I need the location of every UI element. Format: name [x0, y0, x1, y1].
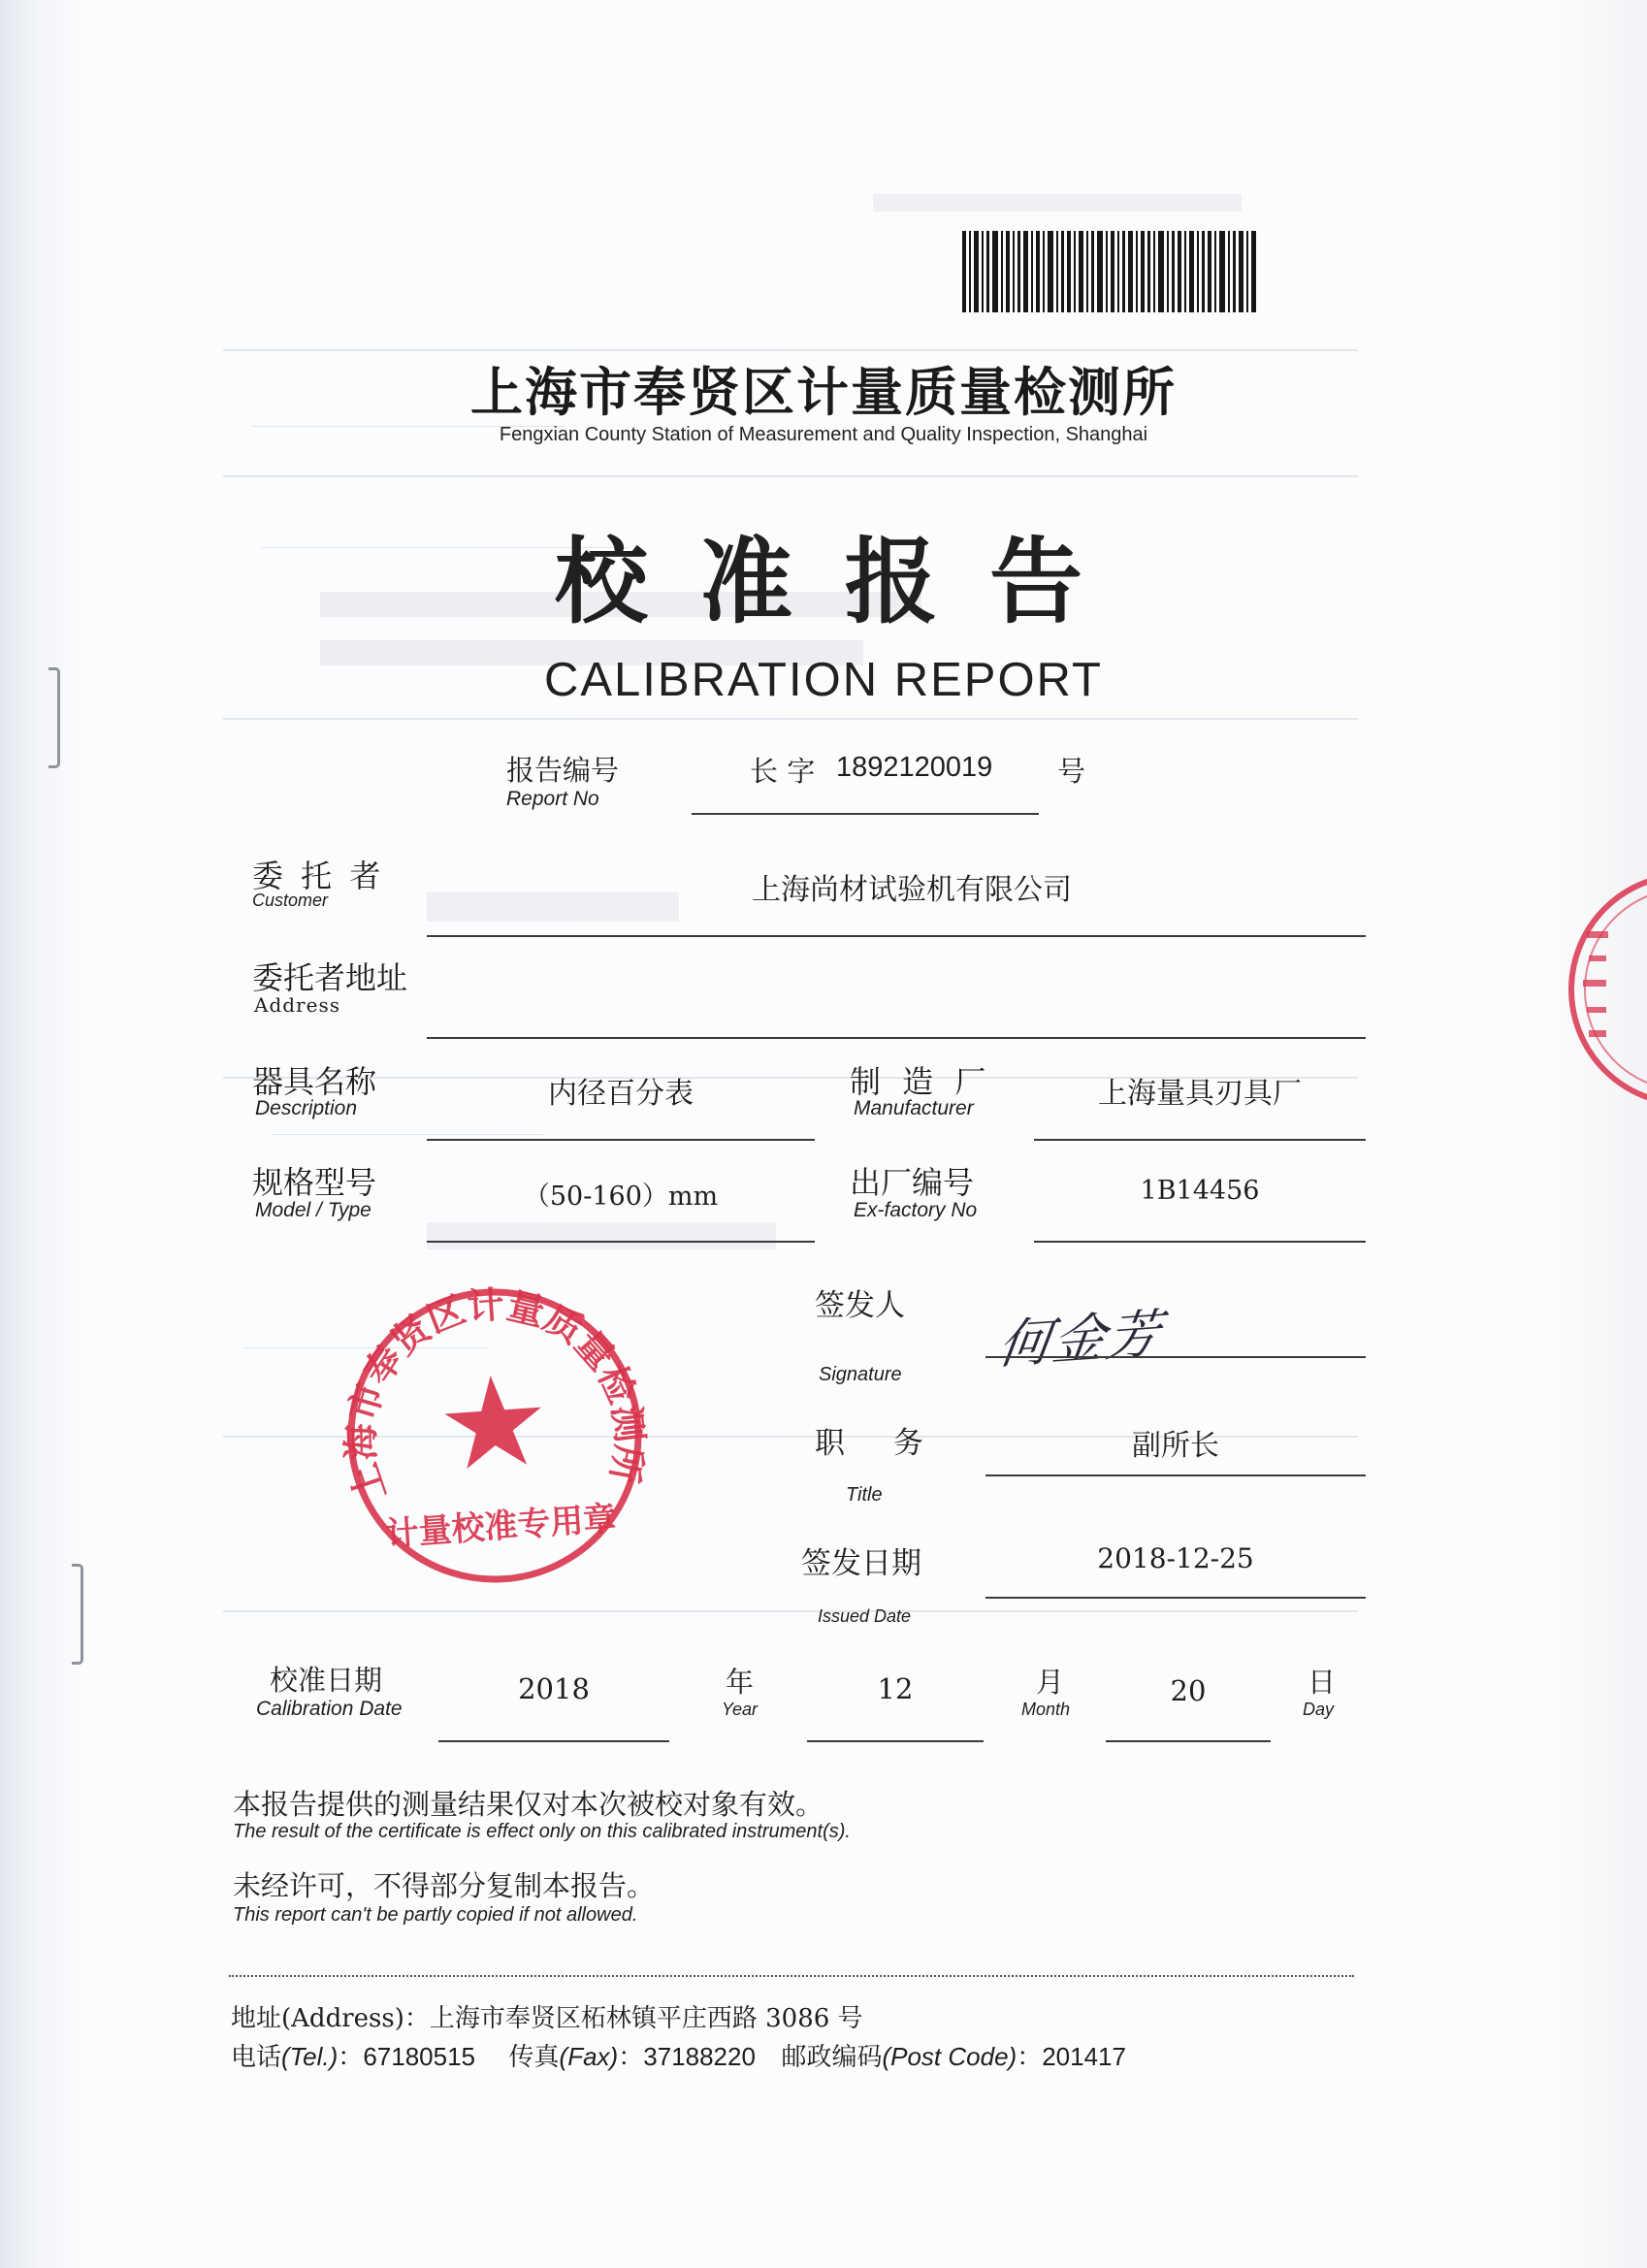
signature-label: 签发人 — [815, 1288, 905, 1323]
calibration-month-en: Month — [1021, 1700, 1071, 1719]
model-value: （50-160）mm — [523, 1182, 719, 1212]
calibration-month: 12 — [877, 1672, 914, 1705]
description-underline — [427, 1139, 815, 1141]
manufacturer-label: 制 造 厂 — [850, 1063, 992, 1100]
calibration-day-cn: 日 — [1308, 1666, 1337, 1699]
customer-underline — [427, 935, 1366, 937]
ex-factory-label-en: Ex-factory No — [854, 1199, 978, 1221]
description-label: 器具名称 — [252, 1063, 377, 1100]
calibration-month-cn: 月 — [1036, 1666, 1065, 1699]
footer-post-label-en: (Post Code) — [882, 2042, 1017, 2071]
notice-1-en: The result of the certificate is effect only on this calibrated instrument(s). — [233, 1821, 851, 1842]
description-value: 内径百分表 — [548, 1077, 694, 1111]
org-name-en: Fengxian County Station of Measurement and Quality Inspection, Shanghai — [499, 424, 1148, 445]
title-field-label: 职 务 — [815, 1426, 943, 1461]
description-label-en: Description — [255, 1097, 358, 1119]
title-field-label-en: Title — [846, 1484, 883, 1506]
ex-factory-underline — [1034, 1241, 1366, 1243]
footer-address — [231, 1998, 863, 2034]
signature-label-en: Signature — [819, 1364, 902, 1385]
issued-date-label-en: Issued Date — [818, 1606, 912, 1626]
title-field-underline — [985, 1474, 1366, 1476]
footer-post-label: 邮政编码 — [781, 2043, 883, 2072]
customer-label-en: Customer — [252, 891, 329, 910]
customer-label: 委 托 者 — [252, 858, 385, 894]
footer-contact: 电话(Tel.)：67180515 传真(Fax)：37188220 邮政编码(Post Code)：201417 — [231, 2042, 1126, 2072]
footer-fax-value: 37188220 — [643, 2042, 756, 2071]
footer-tel-label-en: (Tel.) — [281, 2042, 339, 2071]
notice-2-cn: 未经许可，不得部分复制本报告。 — [233, 1869, 656, 1902]
model-label: 规格型号 — [252, 1164, 377, 1201]
org-name-cn: 上海市奉贤区计量质量检测所 — [470, 362, 1177, 423]
ex-factory-value: 1B14456 — [1140, 1176, 1260, 1206]
footer-fax-label-en: (Fax) — [559, 2042, 619, 2071]
calibration-date-label-en: Calibration Date — [256, 1698, 403, 1720]
issued-date-underline — [985, 1597, 1366, 1599]
footer-fax-label: 传真 — [508, 2043, 560, 2072]
notice-2-en: This report can't be partly copied if not allowed. — [233, 1904, 638, 1926]
footer-post-value: 201417 — [1042, 2042, 1126, 2071]
calibration-day-underline — [1106, 1740, 1271, 1742]
address-label-en: Address — [254, 993, 340, 1017]
title-field-value: 副所长 — [1132, 1429, 1219, 1463]
report-title-cn: 校 准 报 告 — [554, 528, 1093, 636]
calibration-year-underline — [438, 1740, 669, 1742]
issued-date-value: 2018-12-25 — [1097, 1542, 1254, 1574]
customer-value: 上海尚材试验机有限公司 — [752, 873, 1072, 907]
calibration-year-en: Year — [722, 1700, 759, 1719]
model-underline — [427, 1241, 815, 1243]
address-underline — [427, 1037, 1366, 1039]
report-no-label: 报告编号 — [506, 754, 620, 787]
staple-bottom — [72, 1564, 83, 1665]
report-no-prefix: 长 字 — [750, 755, 816, 788]
footer-tel-label: 电话 — [231, 2043, 282, 2072]
calibration-year: 2018 — [518, 1672, 590, 1705]
footer-address-value: 上海市奉贤区柘林镇平庄西路 3086 号 — [429, 2004, 863, 2033]
report-no-underline — [692, 813, 1039, 815]
notice-1-cn: 本报告提供的测量结果仅对本次被校对象有效。 — [233, 1788, 824, 1821]
calibration-day: 20 — [1170, 1674, 1207, 1707]
calibration-month-underline — [807, 1740, 984, 1742]
report-no-value: 1892120019 — [836, 752, 993, 783]
address-label: 委托者地址 — [252, 959, 408, 996]
footer-divider — [229, 1975, 1354, 1977]
ex-factory-label: 出厂编号 — [850, 1164, 975, 1201]
official-seal-stamp — [330, 1280, 660, 1591]
report-no-label-en: Report No — [506, 788, 599, 810]
seal-ring-text: 上海市奉贤区计量质量检测所 — [339, 1282, 652, 1507]
signature-value: 何金芳 — [994, 1302, 1166, 1377]
star-icon — [442, 1373, 545, 1471]
calibration-report-page: ——————————————————————— ——————————————————————————— ———————————————————— —————————————————— 上海市奉贤区计量质量检测所 Fengxian County Station of Measurement and Quality Inspection, Shanghai 校 准 报 告 CALIBRATION REPORT 报告编号 Report No 长 字 1892120019 号 委 托 者 Customer 上海尚材试验机有限公司 委托者地址 Address 器具名称 Description 内径百分表 制 造 厂 Manufacturer 上海量具刃具厂 规格型号 Model / Type （50-160）mm 出厂编号 Ex-factory No 1B14456 签发人 Signature 何金芳 职 务 Title 副所长 签发日期 Issued Date 2018-12-25 校准日期 Calibration Date 2018 年 Year 12 月 Month 20 日 Day 本报告提供的测量结果仅对本次被校对象有效。 The result of the certificate is effect only on this calibrated instrument(s). 未经许可，不得部分复制本报告。 This report can't be partly copied if not allowed. 地址(Address)：上海市奉贤区柘林镇平庄西路 3086 号 电话(Tel.)：67180515 传真(Fax)：37188220 邮政编码(Post Code)：201417 上海市奉贤区计量质量检测所 计量校准专用章 — [0, 0, 1647, 2268]
report-title-en: CALIBRATION REPORT — [543, 654, 1103, 706]
manufacturer-label-en: Manufacturer — [854, 1097, 974, 1119]
model-label-en: Model / Type — [255, 1199, 371, 1221]
calibration-date-label: 校准日期 — [270, 1664, 383, 1697]
manufacturer-value: 上海量具刃具厂 — [1098, 1077, 1302, 1111]
signature-underline — [985, 1356, 1366, 1358]
seal-bottom-text: 计量校准专用章 — [384, 1499, 618, 1555]
manufacturer-underline — [1034, 1139, 1366, 1141]
calibration-year-cn: 年 — [726, 1666, 755, 1699]
issued-date-label: 签发日期 — [801, 1546, 921, 1581]
report-no-suffix: 号 — [1057, 755, 1086, 788]
edge-seal-partial — [1560, 863, 1647, 1116]
calibration-day-en: Day — [1303, 1700, 1335, 1719]
footer-tel-value: 67180515 — [363, 2042, 475, 2071]
footer-address-label: 地址(Address)： — [231, 2004, 430, 2033]
barcode-icon — [962, 231, 1257, 312]
